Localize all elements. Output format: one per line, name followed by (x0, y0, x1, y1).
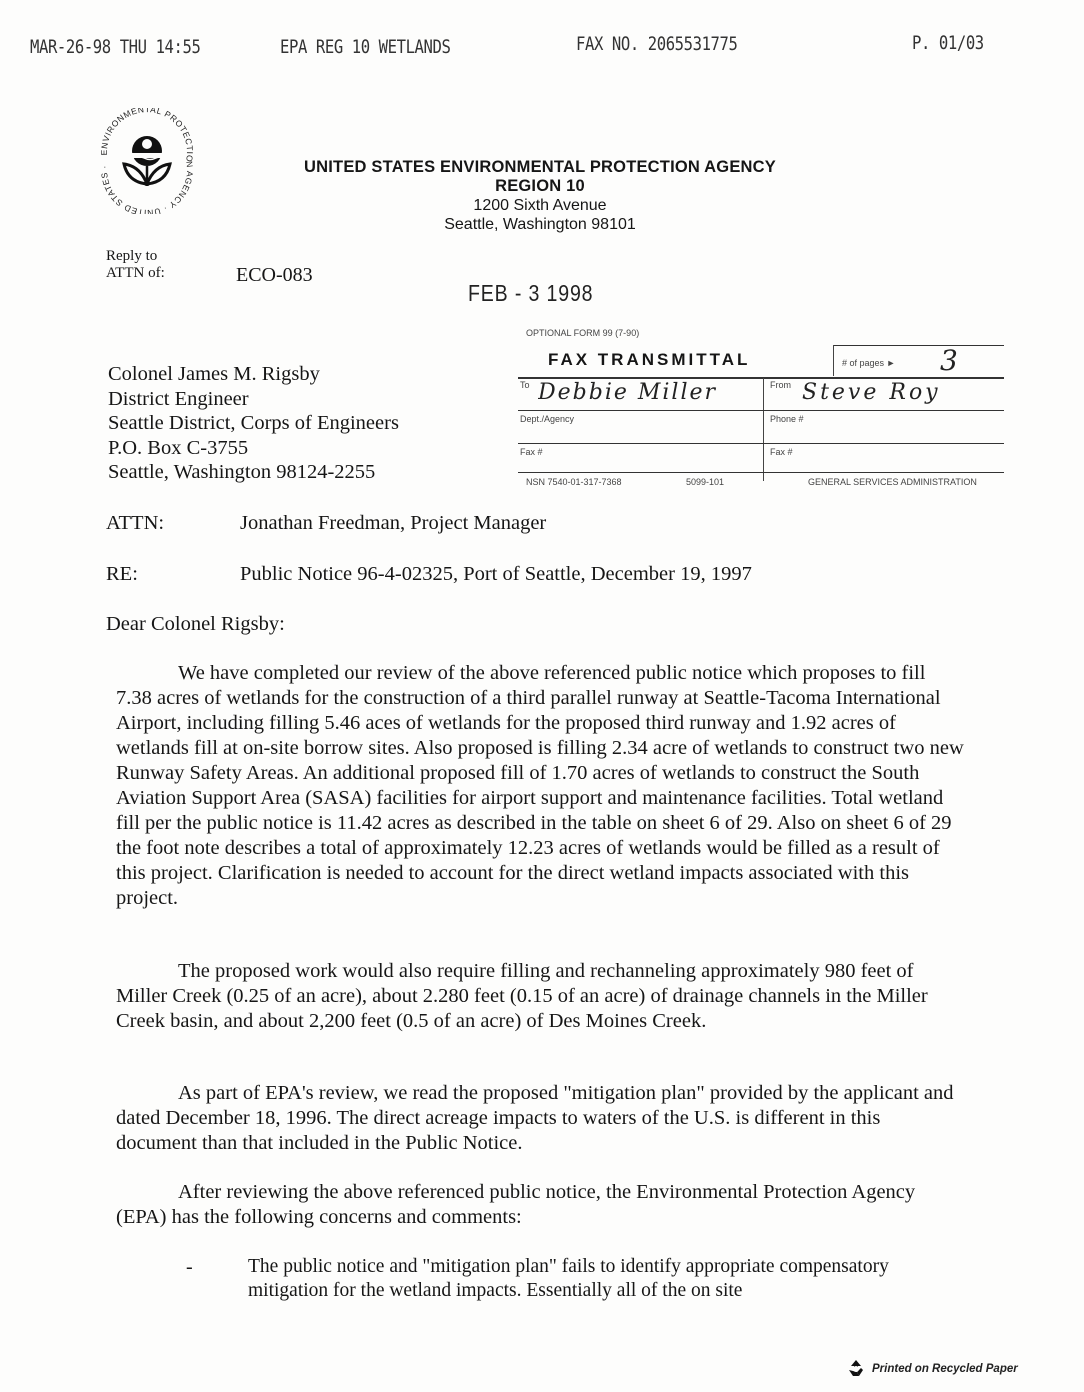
letterhead (230, 158, 850, 234)
bullet-marker: - (186, 1256, 193, 1278)
from-label: From (770, 380, 791, 390)
reply-code: ECO-083 (236, 264, 313, 286)
recipient-address (108, 362, 399, 485)
fax-page-number: P. 01/03 (912, 32, 984, 54)
recipient-line: Seattle, Washington 98124-2255 (108, 461, 376, 483)
attn-label: ATTN: (106, 512, 165, 534)
to-label: To (520, 380, 530, 390)
pages-label: # of pages ► (842, 358, 896, 368)
salutation: Dear Colonel Rigsby: (106, 613, 285, 635)
body-paragraph: After reviewing the above referenced public notice, the Environmental Protection Agency (EPA) has the following concerns and comments: (116, 1181, 916, 1228)
agency-region: REGION 10 (495, 177, 585, 195)
fax-transmittal-form (508, 322, 1004, 492)
re-value: Public Notice 96-4-02325, Port of Seattle, December 19, 1997 (240, 563, 752, 585)
recycled-paper-note: Printed on Recycled Paper (872, 1363, 1018, 1375)
fax-right-label: Fax # (770, 447, 793, 457)
reply-to-line2: ATTN of: (106, 265, 165, 281)
fax-left-label: Fax # (520, 447, 543, 457)
svg-text:ENVIRONMENTAL PROTECTION AGENC: ENVIRONMENTAL PROTECTION AGENCY · UNITED STATES · (98, 108, 196, 214)
fax-number: FAX NO. 2065531775 (576, 33, 738, 55)
nsn-number: NSN 7540-01-317-7368 (526, 477, 622, 487)
body-paragraph: The proposed work would also require filling and rechanneling approximately 980 feet of Miller Creek (0.25 of an acre), about 2.280 feet (0.15 of an acre) of drainage channels in the Miller Creek basin, and about 2,200 feet (0.5 of an acre) of Des Moines Creek. (116, 960, 928, 1032)
recycle-icon (846, 1358, 866, 1378)
pages-value: 3 (940, 344, 958, 377)
body-paragraph: As part of EPA's review, we read the proposed "mitigation plan" provided by the applicant and dated December 18, 1996. The direct acreage impacts to waters of the U.S. is different in this document than that included in the Public Notice. (116, 1082, 954, 1154)
to-value: Debbie Miller (538, 380, 718, 405)
fax-transmittal-title: FAX TRANSMITTAL (548, 350, 751, 369)
attn-value: Jonathan Freedman, Project Manager (240, 512, 547, 534)
fax-datetime: MAR-26-98 THU 14:55 (30, 36, 201, 58)
gsa-label: GENERAL SERVICES ADMINISTRATION (808, 477, 977, 487)
fax-sender: EPA REG 10 WETLANDS (280, 36, 451, 58)
recipient-line: Colonel James M. Rigsby (108, 363, 320, 385)
recipient-line: P.O. Box C-3755 (108, 436, 249, 459)
body-paragraph: We have completed our review of the above referenced public notice which proposes to fill 7.38 acres of wetlands for the construction of a third parallel runway at Seattle-Tacoma International Airport, including filling 5.46 aces of wetlands for the proposed third runway and 1.92 acres of wetlands fill at on-site borrow sites. Also proposed is filling 2.34 acre of wetlands to construct two new Runway Safety Areas. An additional proposed fill of 1.70 acres of wetlands to construct the South Aviation Support Area (SASA) facilities for airport support and maintenance facilities. Total wetland fill per the public notice is 11.42 acres as described in the table on sheet 6 of 29. Also on sheet 6 of 29 the foot note describes a total of approximately 12.23 acres of wetlands would be filled as a result of this project. Clarification is needed to account for the direct wetland impacts associated with this project. (116, 662, 964, 909)
recipient-line: District Engineer (108, 387, 249, 410)
reply-to-line1: Reply to (106, 248, 158, 264)
recipient-line: Seattle District, Corps of Engineers (108, 412, 399, 434)
epa-seal-logo (88, 108, 206, 214)
re-label: RE: (106, 563, 138, 585)
bullet-text: The public notice and "mitigation plan" fails to identify appropriate compensatory mitigation for the wetland impacts. Essentially all of the on site (248, 1256, 889, 1301)
agency-street: 1200 Sixth Avenue (473, 197, 607, 214)
from-value: Steve Roy (802, 380, 941, 405)
form-id: OPTIONAL FORM 99 (7-90) (526, 328, 640, 338)
date-stamp: FEB - 3 1998 (468, 280, 594, 306)
form-number: 5099-101 (686, 477, 725, 487)
agency-city: Seattle, Washington 98101 (444, 216, 636, 233)
reply-to-label (106, 248, 165, 282)
dept-label: Dept./Agency (520, 414, 575, 424)
phone-label: Phone # (770, 414, 804, 424)
agency-name: UNITED STATES ENVIRONMENTAL PROTECTION AGENCY (304, 158, 776, 176)
